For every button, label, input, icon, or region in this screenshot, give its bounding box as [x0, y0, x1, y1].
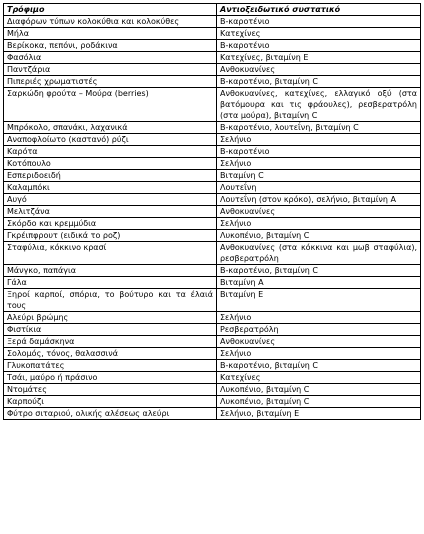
table-row — [4, 242, 421, 265]
food-cell: Διαφόρων τύπων κολοκύθια και κολοκύθες — [4, 16, 217, 28]
food-cell: Παντζάρια — [4, 64, 217, 76]
food-cell: Ξηροί καρποί, σπόρια, το βούτυρο και τα έλαιά τους — [4, 289, 217, 312]
table-row — [4, 265, 421, 277]
food-cell: Σταφύλια, κόκκινο κρασί — [4, 242, 217, 265]
table-row — [4, 372, 421, 384]
antioxidant-cell: Β-καροτένιο, βιταμίνη C — [217, 265, 421, 277]
antioxidant-cell: Σελήνιο — [217, 312, 421, 324]
table-row — [4, 40, 421, 52]
food-cell: Μελιτζάνα — [4, 206, 217, 218]
food-cell: Καρπούζι — [4, 396, 217, 408]
table-row — [4, 182, 421, 194]
antioxidant-cell: Ανθοκυανίνες (στα κόκκινα και μωβ σταφύλια), ρεσβερατρόλη — [217, 242, 421, 265]
table-row — [4, 384, 421, 396]
antioxidant-cell: Β-καροτένιο — [217, 40, 421, 52]
food-cell: Εσπεριδοειδή — [4, 170, 217, 182]
antioxidant-cell: Βιταμίνη Ε — [217, 289, 421, 312]
antioxidant-cell: Β-καροτένιο, λουτεΐνη, βιταμίνη C — [217, 122, 421, 134]
table-row — [4, 52, 421, 64]
food-cell: Αλεύρι βρώμης — [4, 312, 217, 324]
antioxidant-cell: Ανθοκυανίνες — [217, 206, 421, 218]
table-row — [4, 134, 421, 146]
food-cell: Καρότα — [4, 146, 217, 158]
food-cell: Γκρέιπφρουτ (ειδικά το ροζ) — [4, 230, 217, 242]
food-cell: Γλυκοπατάτες — [4, 360, 217, 372]
header-food: Τρόφιμο — [4, 4, 217, 16]
table-row — [4, 88, 421, 122]
table-row — [4, 230, 421, 242]
antioxidant-cell: Ρεσβερατρόλη — [217, 324, 421, 336]
food-cell: Κοτόπουλο — [4, 158, 217, 170]
food-cell: Αναποφλοίωτο (καστανό) ρύζι — [4, 134, 217, 146]
food-cell: Γάλα — [4, 277, 217, 289]
food-cell: Φιστίκια — [4, 324, 217, 336]
antioxidant-cell: Β-καροτένιο, βιταμίνη C — [217, 76, 421, 88]
table-row — [4, 206, 421, 218]
antioxidant-cell: Λυκοπένιο, βιταμίνη C — [217, 384, 421, 396]
table-header-row — [4, 4, 421, 16]
antioxidant-cell: Βιταμίνη C — [217, 170, 421, 182]
table-row — [4, 64, 421, 76]
antioxidant-cell: Β-καροτένιο — [217, 16, 421, 28]
antioxidant-cell: Κατεχίνες, βιταμίνη Ε — [217, 52, 421, 64]
table-row — [4, 146, 421, 158]
table-row — [4, 324, 421, 336]
food-cell: Καλαμπόκι — [4, 182, 217, 194]
table-row — [4, 194, 421, 206]
antioxidant-cell: Κατεχίνες — [217, 28, 421, 40]
food-cell: Μπρόκολο, σπανάκι, λαχανικά — [4, 122, 217, 134]
antioxidant-cell: Κατεχίνες — [217, 372, 421, 384]
antioxidant-table — [3, 3, 421, 420]
table-row — [4, 170, 421, 182]
food-cell: Τσάι, μαύρο ή πράσινο — [4, 372, 217, 384]
food-cell: Βερίκοκα, πεπόνι, ροδάκινα — [4, 40, 217, 52]
antioxidant-cell: Σελήνιο, βιταμίνη Ε — [217, 408, 421, 420]
food-cell: Σκόρδο και κρεμμύδια — [4, 218, 217, 230]
table-row — [4, 218, 421, 230]
antioxidant-cell: Ανθοκυανίνες, κατεχίνες, ελλαγικό οξύ (στα βατόμουρα και τις φράουλες), ρεσβερατρόλη (στα μούρα), βιταμίνη C — [217, 88, 421, 122]
antioxidant-cell: Σελήνιο — [217, 218, 421, 230]
table-row — [4, 122, 421, 134]
food-cell: Ντομάτες — [4, 384, 217, 396]
antioxidant-cell: Σελήνιο — [217, 158, 421, 170]
table-row — [4, 28, 421, 40]
food-cell: Σαρκώδη φρούτα – Μούρα (berries) — [4, 88, 217, 122]
table-row — [4, 336, 421, 348]
table-row — [4, 289, 421, 312]
table-row — [4, 408, 421, 420]
table-row — [4, 16, 421, 28]
antioxidant-cell: Β-καροτένιο — [217, 146, 421, 158]
table-body — [4, 16, 421, 420]
header-antioxidant: Αντιοξειδωτικό συστατικό — [217, 4, 421, 16]
table-row — [4, 348, 421, 360]
antioxidant-cell: Λυκοπένιο, βιταμίνη C — [217, 230, 421, 242]
table-row — [4, 158, 421, 170]
food-cell: Μήλα — [4, 28, 217, 40]
food-cell: Φασόλια — [4, 52, 217, 64]
table-row — [4, 396, 421, 408]
table-row — [4, 360, 421, 372]
table-row — [4, 76, 421, 88]
antioxidant-cell: Λυκοπένιο, βιταμίνη C — [217, 396, 421, 408]
food-cell: Μάνγκο, παπάγια — [4, 265, 217, 277]
antioxidant-cell: Βιταμίνη Α — [217, 277, 421, 289]
antioxidant-cell: Λουτεΐνη — [217, 182, 421, 194]
table-row — [4, 312, 421, 324]
document-page — [3, 3, 420, 420]
food-cell: Φύτρο σιταριού, ολικής αλέσεως αλεύρι — [4, 408, 217, 420]
antioxidant-cell: Ανθοκυανίνες — [217, 64, 421, 76]
table-row — [4, 277, 421, 289]
food-cell: Αυγό — [4, 194, 217, 206]
food-cell: Σολομός, τόνος, θαλασσινά — [4, 348, 217, 360]
antioxidant-cell: Σελήνιο — [217, 134, 421, 146]
antioxidant-cell: Β-καροτένιο, βιταμίνη C — [217, 360, 421, 372]
antioxidant-cell: Σελήνιο — [217, 348, 421, 360]
antioxidant-cell: Λουτεΐνη (στον κρόκο), σελήνιο, βιταμίνη Α — [217, 194, 421, 206]
antioxidant-cell: Ανθοκυανίνες — [217, 336, 421, 348]
food-cell: Ξερά δαμάσκηνα — [4, 336, 217, 348]
food-cell: Πιπεριές χρωματιστές — [4, 76, 217, 88]
